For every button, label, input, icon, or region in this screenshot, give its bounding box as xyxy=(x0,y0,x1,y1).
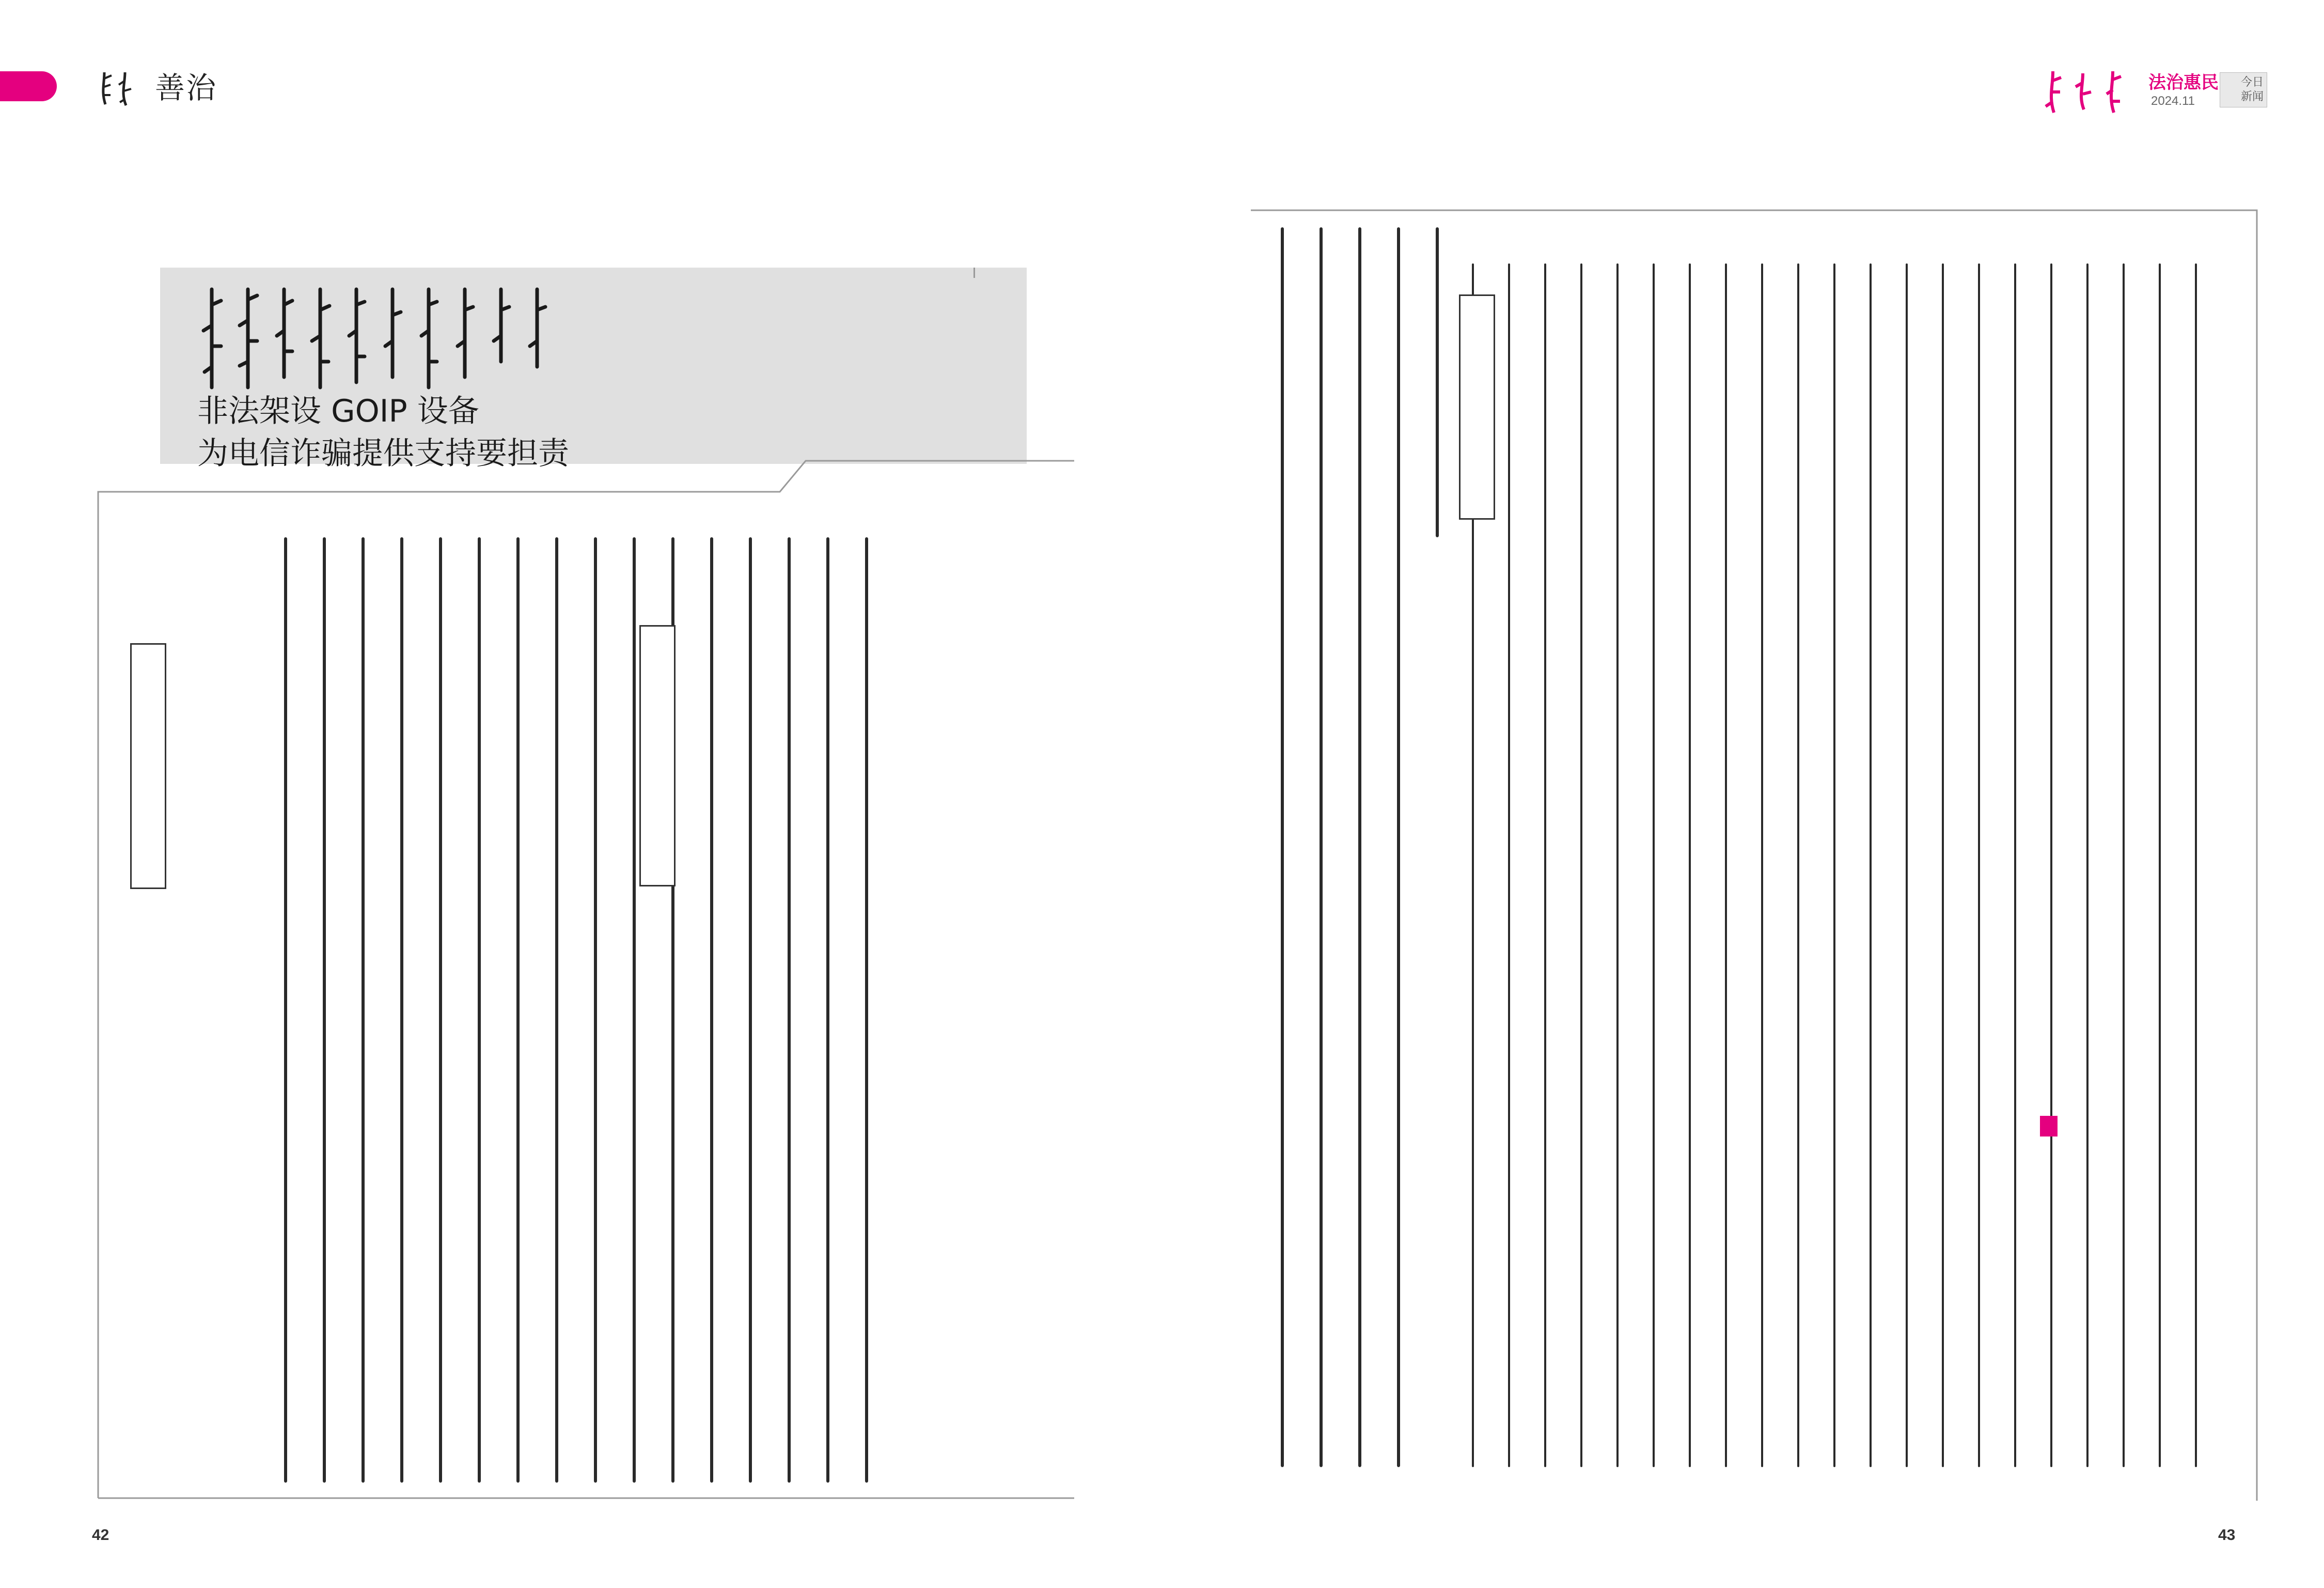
subheading-box-1 xyxy=(639,625,676,886)
subheading-box-2 xyxy=(130,643,166,889)
news-logo: 今日 新闻 xyxy=(2220,72,2267,107)
panel-corner-mark xyxy=(973,268,975,278)
section-title: 善治 xyxy=(155,70,217,105)
mongolian-section-title xyxy=(94,68,151,107)
mongolian-magazine-title xyxy=(2043,68,2133,115)
mongolian-headline xyxy=(191,284,811,393)
article-headline: 非法架设 GOIP 设备 为电信诈骗提供支持要担责 xyxy=(197,393,569,472)
page-number-left: 42 xyxy=(92,1527,109,1544)
section-color-tab xyxy=(0,71,57,101)
subheading-box-3 xyxy=(1459,294,1495,520)
publication-name: 法治惠民 xyxy=(2148,73,2219,92)
right-body-text xyxy=(1276,227,2247,1477)
pink-end-mark xyxy=(2040,1116,2058,1136)
issue-date: 2024.11 xyxy=(2151,94,2195,108)
page-number-right: 43 xyxy=(2218,1527,2236,1544)
left-body-text xyxy=(248,537,919,1498)
